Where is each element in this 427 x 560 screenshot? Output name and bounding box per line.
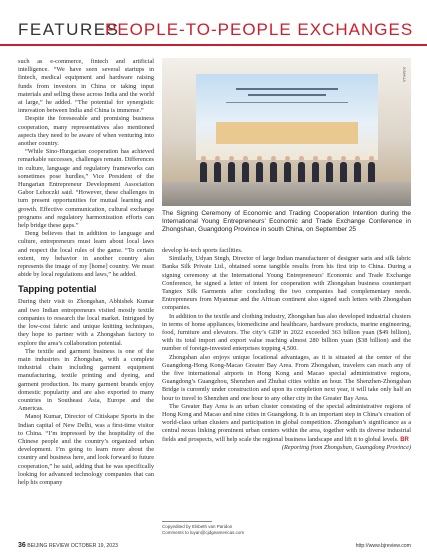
page-footer — [18, 540, 411, 552]
backdrop-subtitle-line — [226, 102, 348, 103]
person-figure — [228, 162, 235, 184]
stage-backdrop — [196, 74, 378, 160]
subheading: Tapping potential — [18, 284, 97, 296]
person-figure — [256, 162, 263, 184]
left-column — [18, 58, 154, 487]
paragraph-text: The Greater Bay Area is an urban cluster consisting of the special administrative regions of Hong Kong and Macao and nine cities in Guangdong. It is an important step in China’s creation of world-class urban clusters and participation in global competition. Zhongshan’s significance as a central nexus linking prominent urban centers within the area, together with its diverse industrial fields and prospects, will help scale the regional business landscape and lift it to global levels. — [162, 402, 411, 443]
website-url: http://www.bjreview.com — [355, 543, 411, 549]
photo-credit: XINHUA — [402, 66, 407, 82]
paragraph — [162, 403, 411, 444]
paragraph: During their visit to Zhongshan, Abhishek Kumar and two Indian entrepreneurs visited mostly textile companies to research the local market. Intrigued by the low-cost fabric and unique knitting techniques, they hope to partner with a Zhongshan factory to explore the area’s collaboration potential. — [18, 298, 154, 347]
person-figure — [214, 162, 221, 184]
paragraph: The textile and garment business is one of the main industries in Zhongshan, with a complete industrial chain including garment equipment manufacturing, textile printing and dyeing, and garment production. Its many garment brands enjoy domestic popularity and are also exported to many countries in Southeast Asia, Europe and the Americas. — [18, 347, 154, 413]
comments-contact: Comments to luyan@cjdgeamericas.com — [162, 530, 245, 535]
backdrop-banner — [216, 122, 358, 144]
page-number: 36 — [18, 542, 26, 549]
divider — [162, 521, 212, 522]
section-title: PEOPLE-TO-PEOPLE EXCHANGES — [105, 20, 414, 39]
paragraph: Manoj Kumar, Director of Citiskape Sports in the Indian capital of New Delhi, was a first-time visitor to China. “I’m impressed by the hospitality of the Chinese people and the country’s organized urban development. I’m going to learn more about the country and business here, and look forward to future cooperation,” he said, adding that he was specifically looking for advanced technology companies that can help his company — [18, 413, 154, 486]
right-column — [162, 247, 411, 452]
stage-floor — [162, 182, 411, 206]
person-figure — [340, 162, 347, 184]
publication-info: BEIJING REVIEW OCTOBER 19, 2023 — [27, 543, 118, 549]
copyedited-by: Copyedited by Elsbeth van Paridon — [162, 524, 233, 529]
paragraph: develop hi-tech sports facilities. — [162, 247, 243, 254]
paragraph: Despite the foreseeable and promising business cooperation, many representatives also mentioned aspects they need to be aware of when venturing into another country. — [18, 115, 154, 148]
person-figure — [270, 162, 277, 184]
signing-ceremony-photo — [162, 58, 411, 206]
editorial-info — [162, 524, 244, 536]
person-figure — [354, 162, 361, 184]
person-figure — [298, 162, 305, 184]
person-figure — [326, 162, 333, 184]
backdrop-title-line — [236, 88, 338, 90]
backdrop-title-line — [248, 94, 326, 96]
paragraph: In addition to the textile and clothing industry, Zhongshan has also developed industrial clusters in terms of home appliances, biomedicine and healthcare, hardware products, marine engineering, food, furniture and elevators. The city’s GDP in 2022 exceeded 363 billion yuan ($49 billion), with its total import and export value reaching almost 280 billion yuan ($38 billion) and the number of foreign-invested enterprises topping 4,500. — [162, 312, 411, 353]
paragraph: “While Sino-Hungarian cooperation has achieved remarkable successes, challenges remain. Differences in culture, language and regulatory frameworks can sometimes pose hurdles,” Vice President of the Hungarian Entrepreneur Development Association Gabor Lehoczki said. “However, these challenges in turn present opportunities for mutual learning and growth. Effective communication, cultural exchange programs and regulatory harmonization efforts can help bridge these gaps.” — [18, 148, 154, 230]
paragraph: Similarly, Udyan Singh, Director of large Indian manufacturer of designer saris and silk fabric Banka Silk Private Ltd., obtained some tangible results from his first trip to China. During a signing ceremony at the International Young Entrepreneurs’ Economic and Trade Exchange Conference, he signed a letter of intent for cooperation with Zhongshan business counterpart Tangtex Silk Garments after concluding the two companies had complementary needs. Entrepreneurs from Myanmar and the African continent also signed such letters with Zhongshan companies. — [162, 255, 411, 312]
page-header — [0, 0, 427, 46]
paragraph: such as e-commerce, fintech and artificial intelligence. “We have seen several startups in fintech, medical equipment and hardware raising funds from investors in China or taking input materials and selling these across India and the world at large,” he added. “The potential for synergistic innovation between India and China is immense.” — [18, 58, 154, 115]
footer-left — [18, 542, 118, 549]
person-figure — [312, 162, 319, 184]
person-figure — [368, 162, 375, 184]
photo-caption: The Signing Ceremony of Economic and Trading Cooperation Intention during the International Young Entrepreneurs’ Economic and Trade Exchange Conference in Zhongshan, Guangdong Province in south China, on September 25 — [162, 210, 411, 233]
person-figure — [242, 162, 249, 184]
paragraph: Deng believes that in addition to language and culture, entrepreneurs must learn about local laws and respect the local rules of the game. “To certain extent, my behavior in another country also represents the image of my [home] country. We must abide by local regulations and laws,” he added. — [18, 230, 154, 279]
person-figure — [200, 162, 207, 184]
person-figure — [284, 162, 291, 184]
br-end-mark: BR — [400, 436, 409, 443]
reporting-note: (Reporting from Zhongshan, Guangdong Province) — [281, 443, 411, 451]
features-label: FEATURES — [18, 20, 120, 39]
paragraph: Zhongshan also enjoys unique locational advantages, as it is situated at the center of the Guangdong-Hong Kong-Macao Greater Bay Area. From Zhongshan, travelers can reach any of the five international airports in Hong Kong and Macao special administrative regions, Guangdong’s Guangzhou, Shenzhen and Zhuhai cities within an hour. The Shenzhen-Zhongshan Bridge is currently under construction and upon its completion next year, it will take only half an hour to travel to Shenzhen and one hour to any other city in the Greater Bay Area. — [162, 353, 411, 402]
